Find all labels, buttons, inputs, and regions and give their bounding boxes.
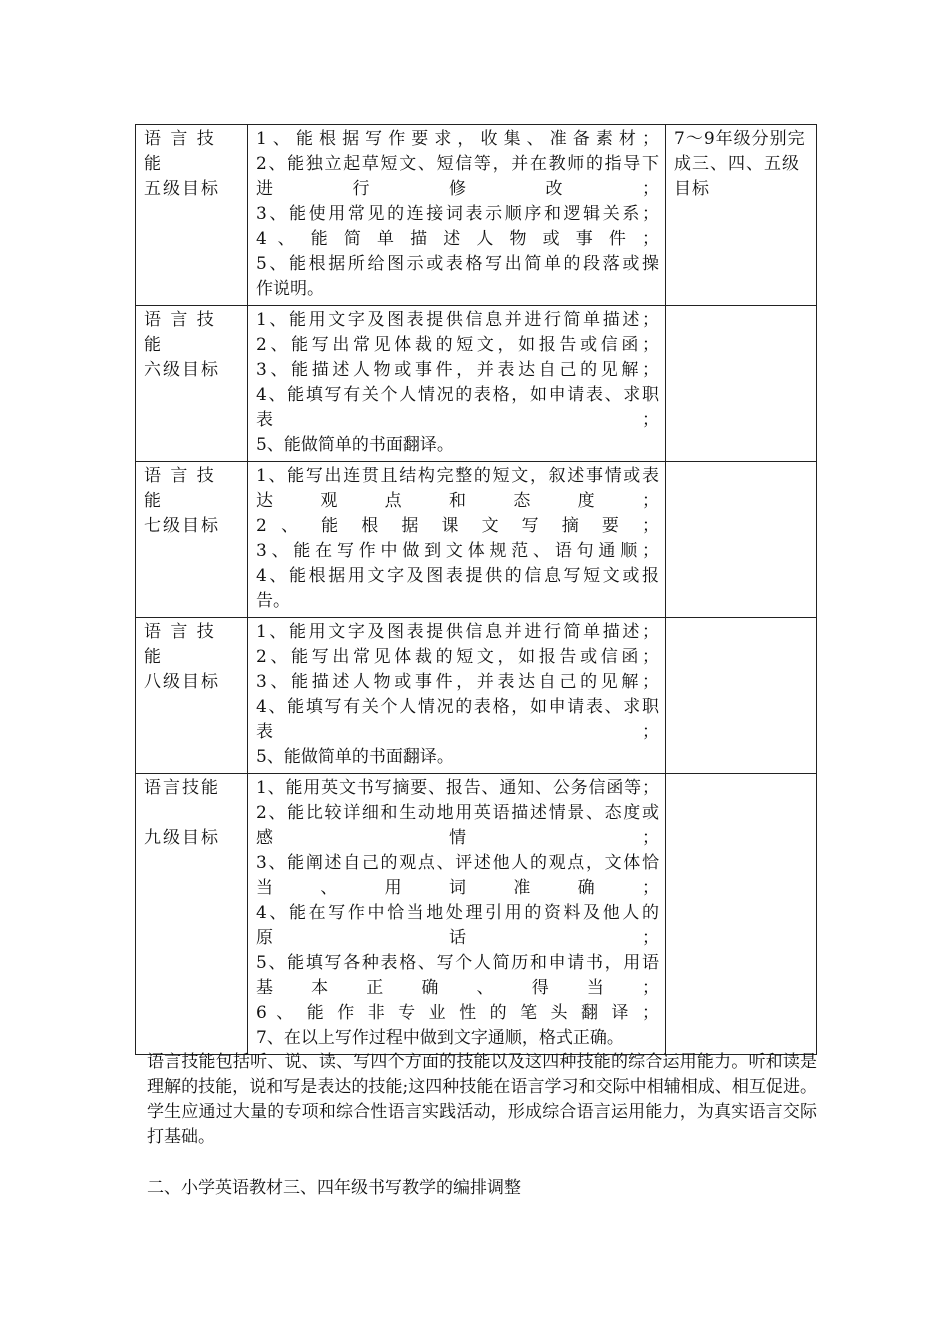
goal-item: 基 本 正 确 、 得 当 ； bbox=[256, 978, 659, 998]
goal-item: 3、能描述人物或事件，并表达自己的见解； bbox=[256, 672, 659, 692]
level-label-line1: 语 言 技 能 bbox=[144, 622, 216, 667]
goal-item: 1、能根据写作要求，收集、准备素材； bbox=[256, 129, 659, 149]
goal-row bbox=[136, 125, 817, 306]
goal-item: 1、能用文字及图表提供信息并进行简单描述； bbox=[256, 622, 659, 642]
level-label-line2: 九级目标 bbox=[144, 828, 220, 848]
level-cell bbox=[136, 306, 248, 462]
goal-row bbox=[136, 774, 817, 1055]
goal-item: 4、能在写作中恰当地处理引用的资料及他人的 bbox=[256, 903, 659, 923]
goal-item: 3、能使用常见的连接词表示顺序和逻辑关系； bbox=[256, 204, 659, 224]
level-label-line1: 语 言 技 能 bbox=[144, 466, 216, 511]
goal-item: 2、能写出常见体裁的短文，如报告或信函； bbox=[256, 335, 659, 355]
goal-row bbox=[136, 306, 817, 462]
level-label-line1: 语 言 技 能 bbox=[144, 310, 216, 355]
goals-cell bbox=[248, 306, 666, 462]
note-cell bbox=[666, 618, 817, 774]
goal-item: 达 观 点 和 态 度 ； bbox=[256, 491, 659, 511]
goals-cell bbox=[248, 774, 666, 1055]
goal-item: 2、能独立起草短文、短信等，并在教师的指导下 bbox=[256, 154, 659, 174]
goal-item: 2、能写出常见体裁的短文，如报告或信函； bbox=[256, 647, 659, 667]
goal-row bbox=[136, 618, 817, 774]
spacer bbox=[144, 801, 241, 826]
goal-item: 4 、 能 简 单 描 述 人 物 或 事 件 ； bbox=[256, 229, 659, 249]
goal-item: 感 情 ； bbox=[256, 828, 659, 848]
goal-item: 3、能在写作中做到文体规范、语句通顺； bbox=[256, 541, 659, 561]
goal-item: 2 、 能 根 据 课 文 写 摘 要 ； bbox=[256, 516, 659, 536]
goal-item: 告。 bbox=[256, 591, 290, 611]
note-cell bbox=[666, 306, 817, 462]
goal-item: 5、能做简单的书面翻译。 bbox=[256, 435, 454, 455]
note-cell: 7～9年级分别完成三、四、五级目标 bbox=[666, 125, 817, 306]
goal-item: 3、能阐述自己的观点、评述他人的观点，文体恰 bbox=[256, 853, 659, 873]
goal-item: 4、能填写有关个人情况的表格，如申请表、求职 bbox=[256, 697, 659, 717]
goals-cell bbox=[248, 462, 666, 618]
goal-item: 1、能用英文书写摘要、报告、通知、公务信函等； bbox=[256, 778, 659, 798]
goal-item: 表 ； bbox=[256, 410, 659, 430]
goal-item: 5、能填写各种表格、写个人简历和申请书，用语 bbox=[256, 953, 659, 973]
writing-goals-table bbox=[135, 124, 817, 1055]
level-label-line2: 八级目标 bbox=[144, 672, 220, 692]
level-label-line2: 六级目标 bbox=[144, 360, 220, 380]
goals-cell bbox=[248, 125, 666, 306]
goals-cell bbox=[248, 618, 666, 774]
note-cell bbox=[666, 774, 817, 1055]
level-label-line1: 语 言 技 能 bbox=[144, 129, 216, 174]
level-cell bbox=[136, 125, 248, 306]
note-cell bbox=[666, 462, 817, 618]
goals-table-body bbox=[136, 125, 817, 1055]
goal-item: 4、能根据用文字及图表提供的信息写短文或报 bbox=[256, 566, 659, 586]
level-cell bbox=[136, 774, 248, 1055]
language-skills-paragraph: 语言技能包括听、说、读、写四个方面的技能以及这四种技能的综合运用能力。听和读是理解的技能，说和写是表达的技能;这四种技能在语言学习和交际中相辅相成、相互促进。学生应通过大量的专项和综合性语言实践活动，形成综合语言运用能力，为真实语言交际打基础。 bbox=[147, 1052, 817, 1147]
goal-item: 7、在以上写作过程中做到文字通顺，格式正确。 bbox=[256, 1028, 624, 1048]
section-heading: 二、小学英语教材三、四年级书写教学的编排调整 bbox=[147, 1178, 521, 1198]
level-label-line2: 七级目标 bbox=[144, 516, 220, 536]
goal-item: 表 ； bbox=[256, 722, 659, 742]
goal-item: 4、能填写有关个人情况的表格，如申请表、求职 bbox=[256, 385, 659, 405]
goal-item: 2、能比较详细和生动地用英语描述情景、态度或 bbox=[256, 803, 659, 823]
goal-item: 5、能做简单的书面翻译。 bbox=[256, 747, 454, 767]
goal-item: 3、能描述人物或事件，并表达自己的见解； bbox=[256, 360, 659, 380]
goal-item: 当 、 用 词 准 确 ； bbox=[256, 878, 659, 898]
goal-item: 进 行 修 改 ； bbox=[256, 179, 659, 199]
goal-item: 原 话 ； bbox=[256, 928, 659, 948]
level-label-line1: 语言技能 bbox=[144, 778, 220, 798]
goal-row bbox=[136, 462, 817, 618]
goal-item: 1、能写出连贯且结构完整的短文，叙述事情或表 bbox=[256, 466, 659, 486]
level-cell bbox=[136, 462, 248, 618]
goal-item: 作说明。 bbox=[256, 279, 324, 299]
level-label-line2: 五级目标 bbox=[144, 179, 220, 199]
goal-item: 1、能用文字及图表提供信息并进行简单描述； bbox=[256, 310, 659, 330]
goal-item: 6 、 能 作 非 专 业 性 的 笔 头 翻 译 ； bbox=[256, 1003, 659, 1023]
goal-item: 5、能根据所给图示或表格写出简单的段落或操 bbox=[256, 254, 659, 274]
level-cell bbox=[136, 618, 248, 774]
